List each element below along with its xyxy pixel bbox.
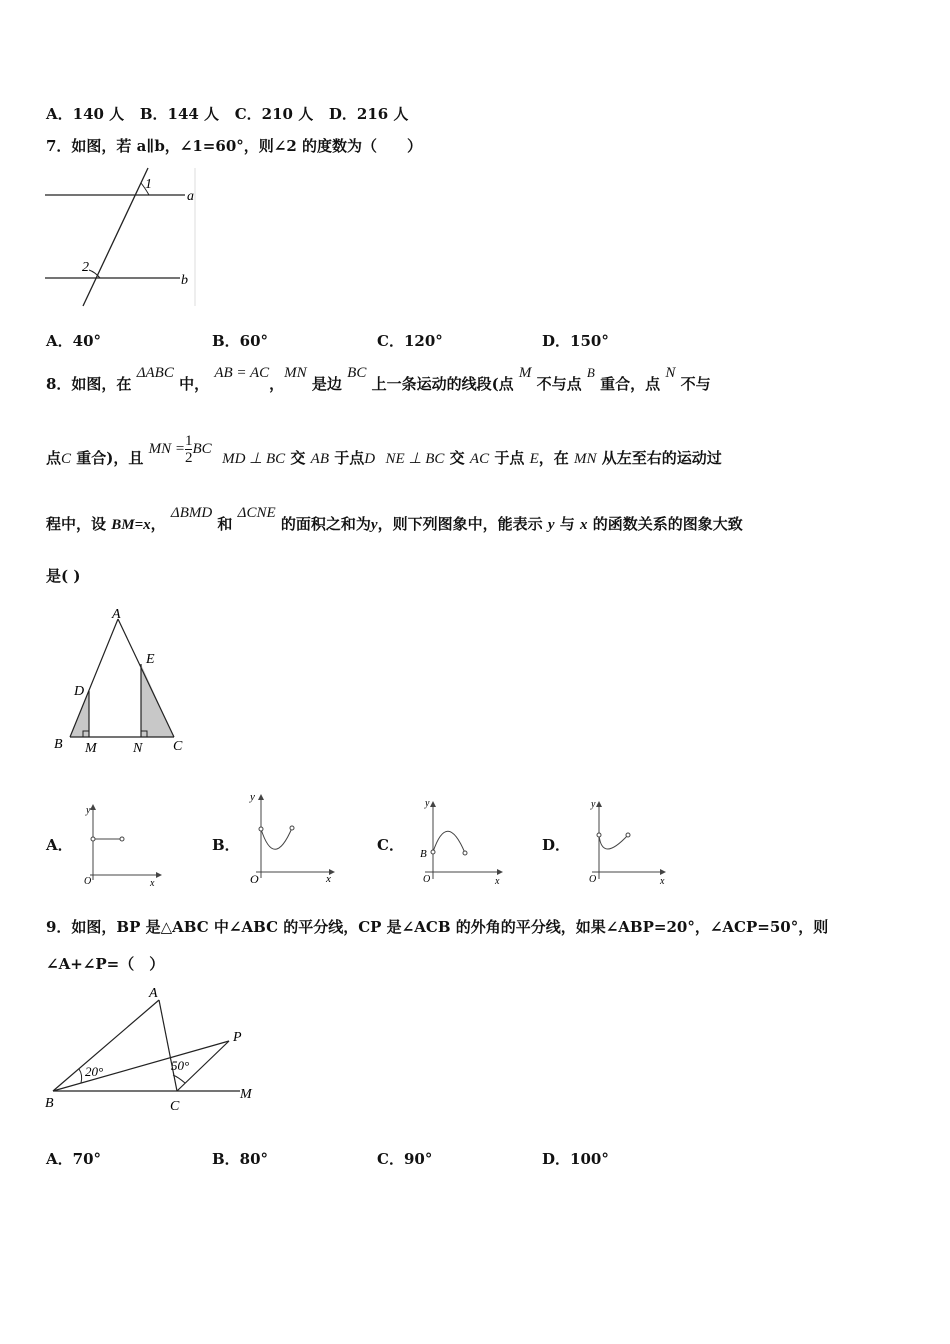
q8-math: BM=x (111, 517, 151, 533)
q8-text: 和 (217, 515, 233, 533)
q8-graph-a-x: x (150, 878, 155, 889)
q9-label-M: M (240, 1087, 252, 1102)
q8-frac-den: 2 (184, 449, 193, 466)
q7-label-b: b (181, 273, 188, 288)
q8-text: 不与 (680, 375, 711, 393)
q8-graph-a (78, 800, 163, 890)
q9-label-A: A (149, 986, 158, 1001)
q8-text: 于点 (494, 449, 525, 467)
q8-label-E: E (146, 652, 155, 667)
q8-text: ， (150, 515, 166, 533)
q8-graph-d-o: O (589, 874, 597, 885)
q8-text: 中， (179, 375, 210, 393)
q8-label-A: A (112, 607, 121, 622)
q7-figure (45, 168, 205, 308)
q7-option-c: C．120° (377, 332, 443, 350)
q8-text: 重合，点 (600, 375, 661, 393)
q8-math: C (61, 451, 72, 467)
q8-graph-a-o: O (84, 876, 92, 887)
q7-stem: 7．如图，若 a∥b，∠1=60°，则∠2 的度数为（ ） (46, 137, 422, 155)
q8-math: AB (310, 451, 329, 467)
q8-text: 点 (46, 449, 62, 467)
q8-graph-b (244, 790, 339, 890)
q8-text: ，在 (538, 449, 569, 467)
q9-label-C: C (170, 1099, 180, 1114)
q7-option-a: A．40° (46, 332, 102, 350)
q7-label-2: 2 (82, 260, 89, 275)
q8-option-d: D． (542, 836, 571, 854)
q8-math: D (364, 451, 376, 467)
q8-graph-c-o: O (423, 874, 431, 885)
q8-line2 (46, 434, 722, 483)
q8-math: x (579, 517, 588, 533)
q8-text: 8．如图，在 (46, 375, 132, 393)
q8-math: AC (469, 451, 490, 467)
q8-graph-b-y: y (250, 791, 255, 803)
q9-option-a: A．70° (46, 1150, 102, 1168)
q8-text: 从左至右的运动过 (601, 449, 722, 467)
q8-math: M (518, 365, 532, 381)
q9-label-20: 20° (85, 1064, 104, 1079)
q8-math: NE ⊥ BC (385, 451, 445, 467)
q8-triangle-figure (50, 605, 200, 755)
q8-option-a: A． (46, 836, 73, 854)
q8-label-B: B (54, 737, 63, 752)
q8-label-M: M (85, 741, 97, 756)
q8-graph-b-x: x (326, 873, 331, 885)
q8-math: BC (347, 365, 367, 381)
q9-label-50: 50° (171, 1058, 190, 1073)
q8-text: 的面积之和为 (280, 515, 371, 533)
q8-graph-c (415, 795, 510, 890)
q8-label-D: D (74, 684, 85, 699)
q6-options (46, 103, 408, 124)
q6-option-d: D．216 人 (328, 105, 409, 123)
q9-label-B: B (45, 1096, 54, 1111)
q8-math: ΔABC (136, 365, 174, 381)
q8-graph-d (582, 795, 672, 890)
q7-option-b: B．60° (212, 332, 269, 350)
q9-option-c: C．90° (377, 1150, 433, 1168)
q8-math: MD ⊥ BC (222, 451, 286, 467)
q8-label-N: N (133, 741, 143, 756)
q8-math: N (665, 365, 676, 381)
q6-option-b: B．144 人 (139, 105, 220, 123)
q8-graph-c-x: x (495, 876, 500, 887)
q8-line3 (46, 505, 743, 541)
q8-text: 程中，设 (46, 515, 107, 533)
q8-text: 上一条运动的线段(点 (371, 375, 514, 393)
q8-math: y (547, 517, 555, 533)
q8-math: MN (574, 451, 597, 467)
q8-frac-num: 1 (184, 432, 193, 449)
q8-text: 重合)，且 (76, 449, 144, 467)
q8-math: ΔCNE (237, 505, 276, 521)
q8-math: AB = AC (214, 365, 270, 381)
q8-graph-d-x: x (660, 876, 665, 887)
q8-math: E (529, 451, 539, 467)
q8-graph-d-y: y (591, 799, 596, 810)
q8-line1 (46, 365, 711, 399)
q8-option-b: B． (212, 836, 240, 854)
q8-graph-c-b: B (420, 848, 427, 860)
q8-text: ，则下列图象中，能表示 (377, 515, 543, 533)
q6-option-a: A．140 人 (46, 105, 125, 123)
q8-option-c: C． (377, 836, 404, 854)
q8-text: 的函数关系的图象大致 (592, 515, 743, 533)
q9-stem-line1: 9．如图，BP 是△ABC 中∠ABC 的平分线，CP 是∠ACB 的外角的平分线，如果∠ABP=20°，∠ACP=50°，则 (46, 918, 829, 936)
q9-label-P: P (233, 1030, 242, 1045)
q8-graph-c-y: y (425, 798, 430, 809)
q9-option-d: D．100° (542, 1150, 609, 1168)
q8-label-C: C (173, 739, 183, 754)
q7-option-d: D．150° (542, 332, 609, 350)
q8-math: MN = (148, 441, 185, 457)
q8-math: BC (192, 441, 212, 457)
q7-label-1: 1 (145, 177, 152, 192)
q7-label-a: a (187, 189, 194, 204)
q9-option-b: B．80° (212, 1150, 269, 1168)
q8-text: ， (269, 375, 285, 393)
q8-math: B (586, 365, 595, 380)
q8-text: 交 (449, 449, 465, 467)
q8-line4: 是( ) (46, 567, 81, 585)
q8-text: 不与点 (536, 375, 582, 393)
q9-figure (43, 983, 273, 1118)
q8-math: y (370, 517, 378, 533)
q8-text: 交 (290, 449, 306, 467)
q8-math: ΔBMD (170, 505, 213, 521)
q8-graph-b-o: O (250, 872, 259, 886)
q6-option-c: C．210 人 (234, 105, 314, 123)
q9-stem-line2: ∠A+∠P=（ ） (46, 955, 165, 973)
q8-text: 与 (559, 515, 575, 533)
q8-text: 于点 (334, 449, 365, 467)
q8-math: MN (284, 365, 307, 381)
q8-text: 是边 (311, 375, 342, 393)
q8-graph-a-y: y (86, 805, 91, 816)
